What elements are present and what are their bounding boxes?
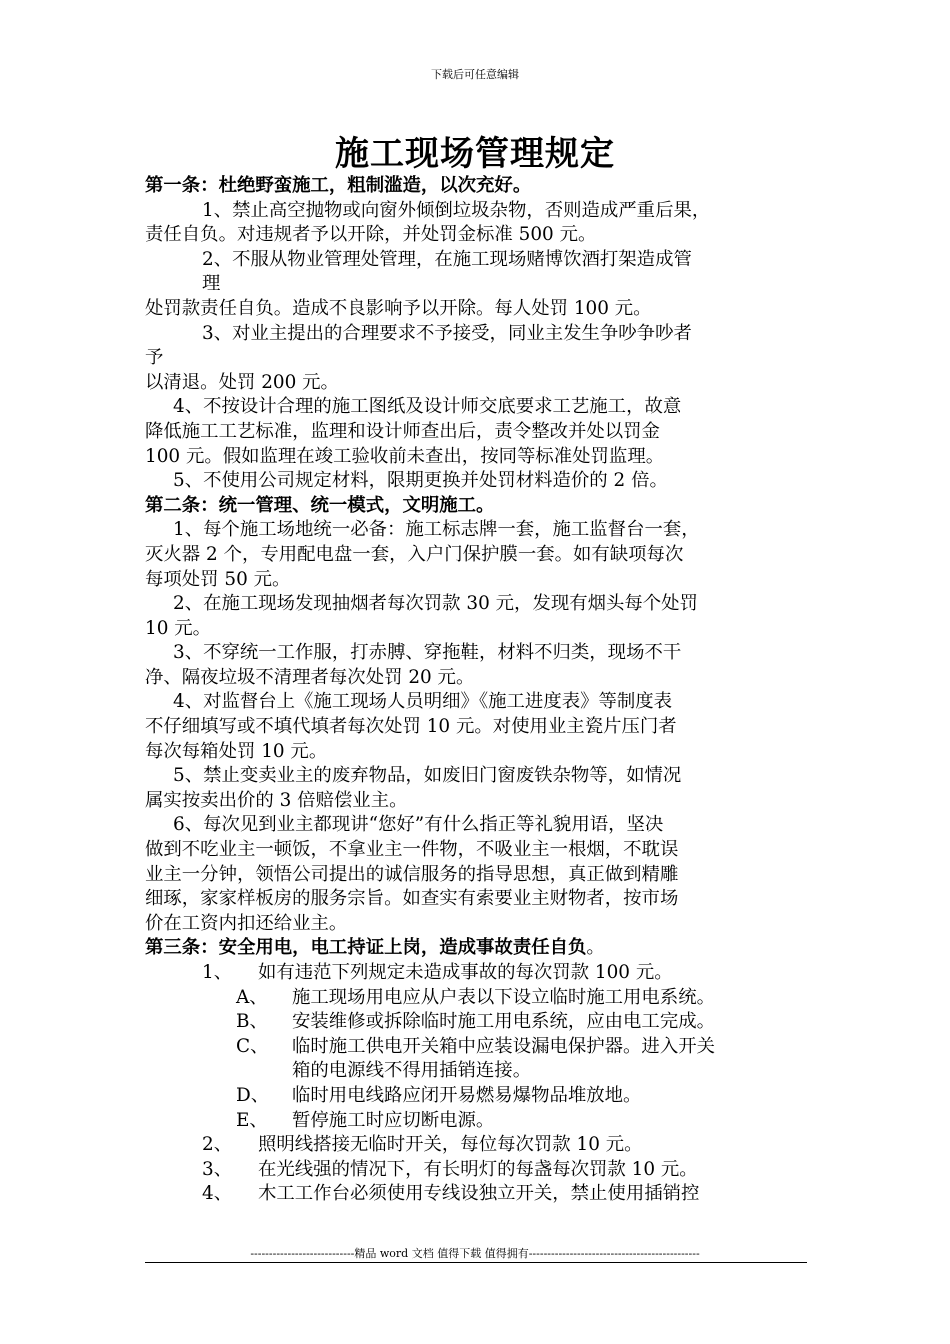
paragraph-line: 2、在施工现场发现抽烟者每次罚款 30 元，发现有烟头每个处罚 [173,593,698,615]
footer-divider [145,1262,807,1263]
list-letter: E、 [236,1109,268,1131]
paragraph-line: 责任自负。对违规者予以开除，并处罚金标准 500 元。 [145,224,597,246]
list-item [145,1109,815,1134]
list-text: 如有违范下列规定未造成事故的每次罚款 100 元。 [258,962,673,983]
article-3-heading-end: 。 [586,937,605,959]
list-text: 临时施工供电开关箱中应装设漏电保护器。进入开关 [292,1035,715,1057]
paragraph-line: 5、禁止变卖业主的废弃物品，如废旧门窗废铁杂物等，如情况 [173,765,682,787]
paragraph-line: 3、对业主提出的合理要求不予接受，同业主发生争吵争吵者 [202,322,692,344]
paragraph-line: 每项处罚 50 元。 [145,568,291,590]
footer-text: ----------------------------精品 word 文档 值得下载 值得拥有---------------------------------------------- [250,1247,700,1260]
list-number: 2、 [202,1134,233,1156]
paragraph-line: 以清退。处罚 200 元。 [145,371,339,393]
paragraph-line: 业主一分钟，领悟公司提出的诚信服务的指导思想，真正做到精雕 [145,863,679,885]
paragraph-line: 理 [202,273,221,295]
list-number: 4、 [202,1183,233,1205]
list-item [145,1010,815,1035]
paragraph-line: 1、禁止高空抛物或向窗外倾倒垃圾杂物，否则造成严重后果， [202,199,711,221]
paragraph-line: 6、每次见到业主都现讲“您好”有什么指正等礼貌用语，坚决 [173,814,664,836]
list-text: 施工现场用电应从户表以下设立临时施工用电系统。 [292,986,715,1008]
document-title: 施工现场管理规定 [335,134,615,174]
list-item [145,1182,815,1207]
article-3-heading-text: 第三条：安全用电，电工持证上岗，造成事故责任自负 [145,937,587,959]
paragraph-line: 予 [145,347,164,369]
paragraph-line: 2、不服从物业管理处管理，在施工现场赌博饮酒打架造成管 [202,248,692,270]
list-text: 木工工作台必须使用专线设独立开关，禁止使用插销控 [258,1183,700,1205]
list-item-continuation [145,1059,815,1084]
paragraph-line: 3、不穿统一工作服，打赤膊、穿拖鞋，材料不归类，现场不干 [173,642,682,664]
paragraph-line: 4、不按设计合理的施工图纸及设计师交底要求工艺施工，故意 [173,396,682,418]
paragraph-line: 做到不吃业主一顿饭，不拿业主一件物，不吸业主一根烟，不耽误 [145,839,679,861]
article-2-heading: 第二条：统一管理、统一模式，文明施工。 [145,494,495,516]
list-item [145,986,815,1011]
paragraph-line: 处罚款责任自负。造成不良影响予以开除。每人处罚 100 元。 [145,297,652,319]
paragraph-line: 属实按卖出价的 3 倍赔偿业主。 [145,789,408,811]
paragraph-line: 降低施工工艺标准，监理和设计师查出后，责令整改并处以罚金 [145,420,660,442]
list-item [145,1084,815,1109]
paragraph-line: 1、每个施工场地统一必备：施工标志牌一套，施工监督台一套， [173,519,700,541]
paragraph-line: 10 元。 [145,617,212,639]
paragraph-line: 不仔细填写或不填代填者每次处罚 10 元。对使用业主瓷片压门者 [145,716,677,738]
list-text: 临时用电线路应闭开易燃易爆物品堆放地。 [292,1084,642,1106]
paragraph-line: 净、隔夜垃圾不清理者每次处罚 20 元。 [145,666,475,688]
list-text: 在光线强的情况下，有长明灯的每盏每次罚款 10 元。 [258,1158,698,1180]
paragraph-line: 细琢，家家样板房的服务宗旨。如查实有索要业主财物者，按市场 [145,888,679,910]
list-item [145,1158,815,1183]
paragraph-line: 100 元。假如监理在竣工验收前未查出，按同等标准处罚监理。 [145,445,665,467]
document-body [145,174,815,1207]
list-item [145,1035,815,1060]
list-letter: A、 [236,986,268,1008]
list-number: 3、 [202,1158,233,1180]
header-note: 下载后可任意编辑 [431,68,519,81]
paragraph-line: 每次每箱处罚 10 元。 [145,740,328,762]
list-item [145,1133,815,1158]
paragraph-line: 5、不使用公司规定材料，限期更换并处罚材料造价的 2 倍。 [173,470,668,492]
list-text: 照明线搭接无临时开关，每位每次罚款 10 元。 [258,1134,643,1156]
list-text: 安装维修或拆除临时施工用电系统，应由电工完成。 [292,1011,715,1033]
list-letter: D、 [236,1084,270,1106]
list-text: 暂停施工时应切断电源。 [292,1109,495,1131]
article-1-heading: 第一条：杜绝野蛮施工，粗制滥造，以次充好。 [145,175,532,196]
paragraph-line: 4、对监督台上《施工现场人员明细》《施工进度表》等制度表 [173,691,673,713]
list-text: 箱的电源线不得用插销连接。 [292,1060,532,1082]
paragraph-line: 灭火器 2 个，专用配电盘一套，入户门保护膜一套。如有缺项每次 [145,543,684,565]
list-number: 1、 [202,962,233,983]
list-letter: B、 [236,1011,268,1033]
paragraph-line: 价在工资内扣还给业主。 [145,912,348,934]
article-3-heading [145,936,815,961]
list-item [145,961,815,986]
list-letter: C、 [236,1035,269,1057]
